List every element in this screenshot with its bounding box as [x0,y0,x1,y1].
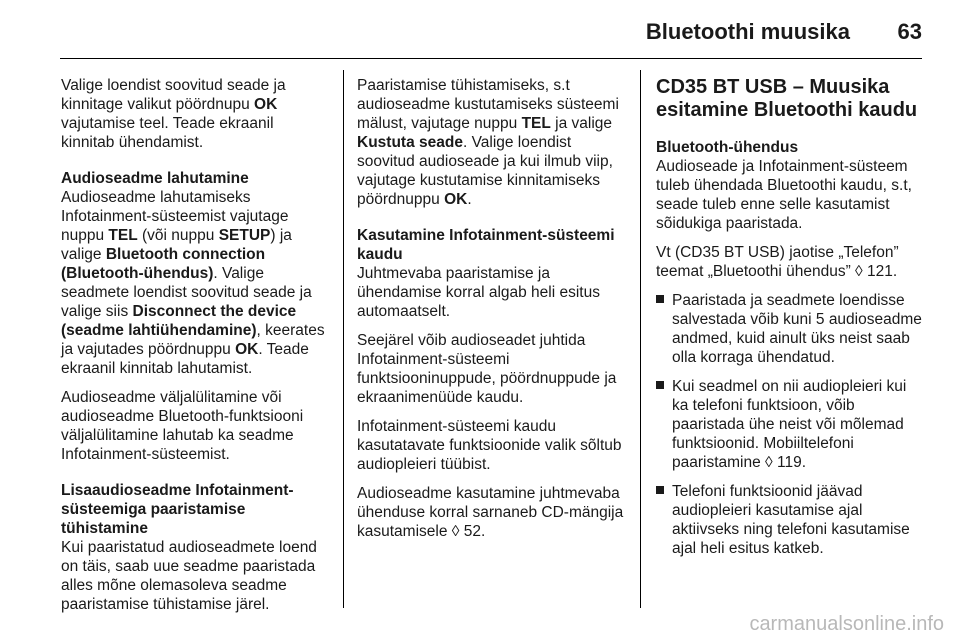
list-item-text: Kui seadmel on nii audiopleieri kui ka telefoni funktsioon, võib paaristada ühe neist või mõlemad funktsioonid. Mobiiltelefoni paaristamine ◊ 119. [672,378,907,471]
watermark[interactable]: carmanualsonline.info [749,613,944,635]
page-number: 63 [897,19,922,44]
paragraph: Infotainment-süsteemi kaudu kasutatavate funktsioonide valik sõltub audiopleieri tüübist. [357,418,622,473]
paragraph: Audioseadme kasutamine juhtmevaba ühenduse korral sarnaneb CD-mängija kasutamisele ◊ 52. [357,485,624,540]
bold-term: TEL [521,115,551,132]
paragraph: Vt (CD35 BT USB) jaotise „Telefon” teemat „Bluetoothi ühendus” ◊ 121. [656,244,899,280]
header-rule [60,58,922,59]
paragraph: Paaristamise tühistamiseks, s.t audioseadme kustutamiseks süsteemi mälust, vajutage nuppu TEL ja valige Kustuta seade. Valige loendist soovitud audioseade ja kui ilmub viip, vajutage kustutamise kinnitamiseks pöördnuppu OK. [357,77,619,208]
column-divider [640,70,641,608]
subheading: Lisaaudioseadme Infotainment-süsteemiga paaristamise tühistamine [61,482,294,537]
square-bullet-icon [656,486,664,494]
list-item [656,377,924,472]
column-middle [357,76,625,551]
section-title: CD35 BT USB – Muusika esitamine Bluetoothi kaudu [656,76,918,121]
bold-term: Disconnect the device (seadme lahtiühendamine) [61,303,297,339]
paragraph: Kui paaristatud audioseadmete loend on täis, saab uue seadme paaristada alles mõne olemasoleva seadme paaristamise tühistamise järel. [61,539,317,613]
page-title: Bluetoothi muusika [645,19,850,44]
list-item [656,291,924,367]
paragraph: Audioseadme lahutamiseks Infotainment-süsteemist vajutage nuppu TEL (või nuppu SETUP) ja valige Bluetooth connection (Bluetooth-ühendus). Valige seadmete loendist soovitud seade ja valige siis Disconnect the device (seadme lahtiühendamine), keerates ja vajutades pöördnuppu OK. Teade ekraanil kinnitab lahutamist. [61,189,325,377]
bold-term: Kustuta seade [357,134,463,151]
paragraph: Juhtmevaba paaristamise ja ühendamise korral algab heli esitus automaatselt. [357,265,600,320]
paragraph: Seejärel võib audioseadet juhtida Infotainment-süsteemi funktsiooninuppude, pöördnuppude ja ekraanimenüüde kaudu. [357,332,617,406]
list-item-text: Paaristada ja seadmete loendisse salvestada võib kuni 5 audioseadme andmed, kuid ainult üks neist saab olla korraga ühendatud. [672,292,922,366]
paragraph: Audioseade ja Infotainment-süsteem tuleb ühendada Bluetoothi kaudu, s.t, seade tuleb enne selle kasutamist sõidukiga paaristada. [656,158,912,232]
column-left [61,76,331,624]
column-divider [343,70,344,608]
square-bullet-icon [656,295,664,303]
column-right [656,76,924,568]
subheading: Bluetooth-ühendus [656,139,799,156]
bold-term: OK [254,96,278,113]
bullet-list [656,291,924,558]
subheading: Audioseadme lahutamine [61,170,249,187]
page-header [0,0,960,62]
subheading: Kasutamine Infotainment-süsteemi kaudu [357,227,615,263]
square-bullet-icon [656,381,664,389]
list-item-text: Telefoni funktsioonid jäävad audiopleieri kasutamise ajal aktiivseks ning telefoni kasutamise ajal heli esitus katkeb. [672,483,910,557]
bold-term: Bluetooth connection (Bluetooth-ühendus) [61,246,266,282]
list-item [656,482,924,558]
paragraph: Valige loendist soovitud seade ja kinnitage valikut pöördnupu OK vajutamise teel. Teade ekraanil kinnitab ühendamist. [61,77,286,151]
bold-term: OK [235,341,259,358]
bold-term: TEL [108,227,138,244]
bold-term: SETUP [218,227,271,244]
bold-term: OK [444,191,468,208]
paragraph: Audioseadme väljalülitamine või audioseadme Bluetooth-funktsiooni väljalülitamine lahutab ka seadme Infotainment-süsteemist. [61,389,304,463]
